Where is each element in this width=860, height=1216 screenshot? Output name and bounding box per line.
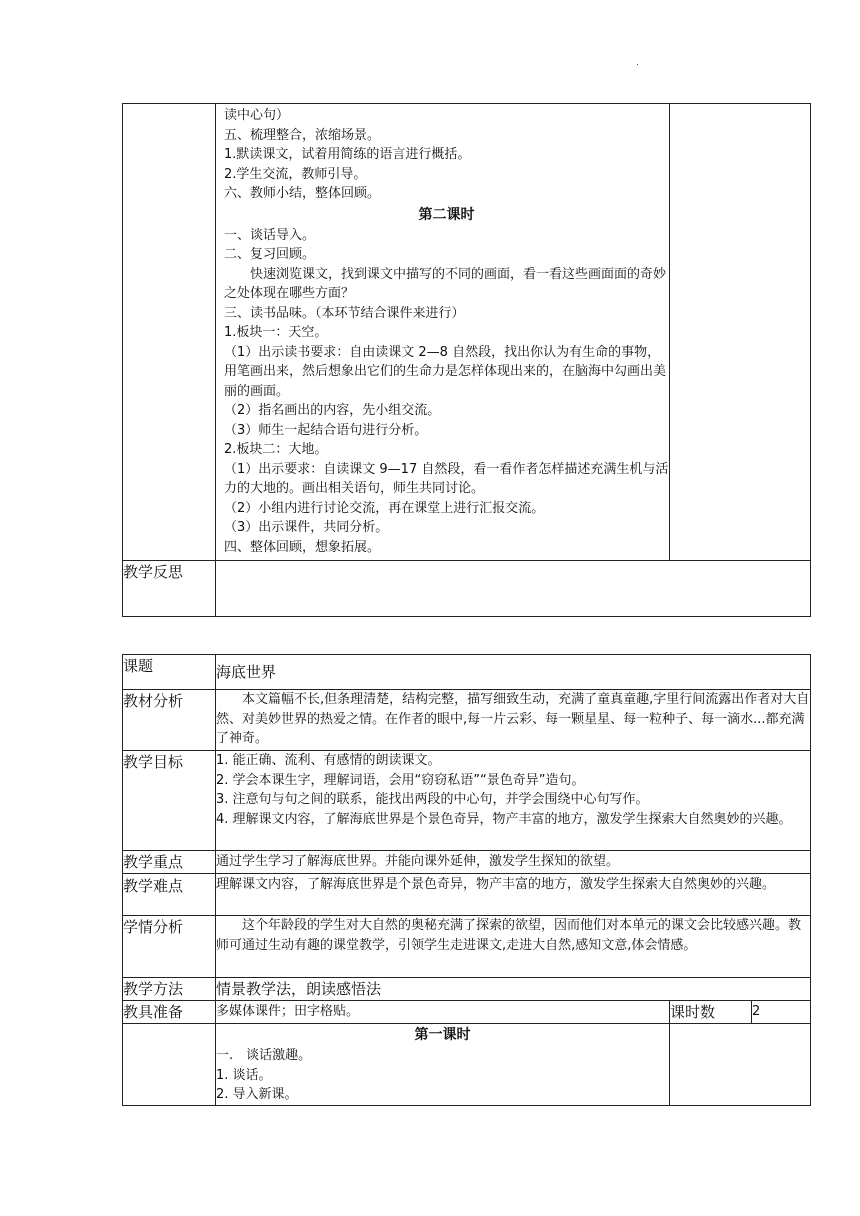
lesson-plan-table-continued xyxy=(122,103,811,617)
difficulty-label: 教学难点 xyxy=(123,874,216,916)
key-value: 通过学生学习了解海底世界。并能向课外延伸，激发学生探知的欲望。 xyxy=(216,851,811,874)
method-label: 教学方法 xyxy=(123,978,216,1001)
process-line: 2.板块二：大地。 xyxy=(224,442,328,457)
topic-label: 课题 xyxy=(123,655,216,690)
process-line: 六、教师小结，整体回顾。 xyxy=(224,186,381,201)
process-line: 2.学生交流，教师引导。 xyxy=(224,166,367,182)
lesson1-cell xyxy=(216,1024,670,1106)
process-line: 读中心句） xyxy=(224,108,290,123)
reflection-label: 教学反思 xyxy=(123,561,216,617)
difficulty-value: 理解课文内容，了解海底世界是个景色奇异，物产丰富的地方，激发学生探索大自然奥妙的兴趣。 xyxy=(216,874,811,916)
analysis-value: 本文篇幅不长,但条理清楚，结构完整，描写细致生动，充满了童真童趣,字里行间流露出作者对大自然、对美妙世界的热爱之情。在作者的眼中,每一片云彩、每一颗星星、每一粒种子、每一滴水...都充满了神奇。 xyxy=(216,692,810,746)
analysis-cell xyxy=(216,690,811,751)
hours-label: 课时数 xyxy=(670,1001,752,1024)
process-line: 1.默读课文，试着用简练的语言进行概括。 xyxy=(224,147,471,162)
process-line: （3）出示课件，共同分析。 xyxy=(224,520,389,535)
lesson1-line: 一. 谈话激趣。 xyxy=(216,1048,312,1063)
empty-label-cell xyxy=(123,1024,216,1106)
learner-cell xyxy=(216,916,811,978)
process-line: 三、读书品味。（本环节结合课件来进行） xyxy=(224,305,465,321)
goals-label: 教学目标 xyxy=(123,751,216,851)
learner-label: 学情分析 xyxy=(123,916,216,978)
topic-value: 海底世界 xyxy=(216,655,811,690)
process-line: 四、整体回顾，想象拓展。 xyxy=(224,539,381,555)
lesson1-line: 2. 导入新课。 xyxy=(216,1087,298,1102)
process-line: （2）指名画出的内容，先小组交流。 xyxy=(224,403,441,418)
analysis-label: 教材分析 xyxy=(123,690,216,751)
tools-value: 多媒体课件；田字格贴。 xyxy=(216,1001,670,1024)
lesson-process-cell xyxy=(216,104,670,561)
process-line: （1）出示要求：自读课文 9—17 自然段，看一看作者怎样描述充满生机与活力的大地的。画出相关语句，师生共同讨论。 xyxy=(224,461,669,496)
learner-value: 这个年龄段的学生对大自然的奥秘充满了探索的欲望，因而他们对本单元的课文会比较感兴趣。教师可通过生动有趣的课堂教学，引领学生走进课文,走进大自然,感知文意,体会情感。 xyxy=(216,918,802,953)
goals-cell xyxy=(216,751,811,851)
goal-item: 4. 理解课文内容，了解海底世界是个景色奇异，物产丰富的地方，激发学生探索大自然奥妙的兴趣。 xyxy=(216,811,792,827)
tools-label: 教具准备 xyxy=(123,1001,216,1024)
goal-item: 2. 学会本课生字，理解词语，会用“窃窃私语”“景色奇异”造句。 xyxy=(216,772,585,788)
process-line: 二、复习回顾。 xyxy=(224,247,316,262)
process-line: 五、梳理整合，浓缩场景。 xyxy=(224,127,381,143)
lesson1-heading: 第一课时 xyxy=(414,1027,471,1043)
process-line: 一、谈话导入。 xyxy=(224,227,316,243)
process-line: （3）师生一起结合语句进行分析。 xyxy=(224,422,428,438)
lesson2-heading: 第二课时 xyxy=(418,206,475,223)
empty-notes-cell xyxy=(670,1024,811,1106)
process-line: （1）出示读书要求：自由读课文 2—8 自然段，找出你认为有生命的事物，用笔画出来，然后想象出它们的生命力是怎样体现出来的，在脑海中勾画出美丽的画面。 xyxy=(224,344,667,399)
reflection-value xyxy=(216,561,811,617)
indent-paragraph: 快速浏览课文，找到课文中描写的不同的画面，看一看这些画面面的奇妙之处体现在哪些方面？ xyxy=(224,266,667,301)
empty-notes-cell xyxy=(670,104,811,561)
process-line: 1.板块一：天空。 xyxy=(224,325,328,340)
hours-value: 2 xyxy=(752,1001,811,1024)
goal-item: 3. 注意句与句之间的联系，能找出两段的中心句，并学会围绕中心句写作。 xyxy=(216,792,649,807)
key-label: 教学重点 xyxy=(123,851,216,874)
process-line: （2）小组内进行讨论交流，再在课堂上进行汇报交流。 xyxy=(224,500,545,516)
page-mark: . xyxy=(636,58,639,68)
goal-item: 1. 能正确、流利、有感情的朗读课文。 xyxy=(216,753,441,768)
empty-label-cell xyxy=(123,104,216,561)
method-value: 情景教学法，朗读感悟法 xyxy=(216,978,811,1001)
lesson1-line: 1. 谈话。 xyxy=(216,1067,272,1083)
lesson-plan-table xyxy=(122,654,811,1106)
